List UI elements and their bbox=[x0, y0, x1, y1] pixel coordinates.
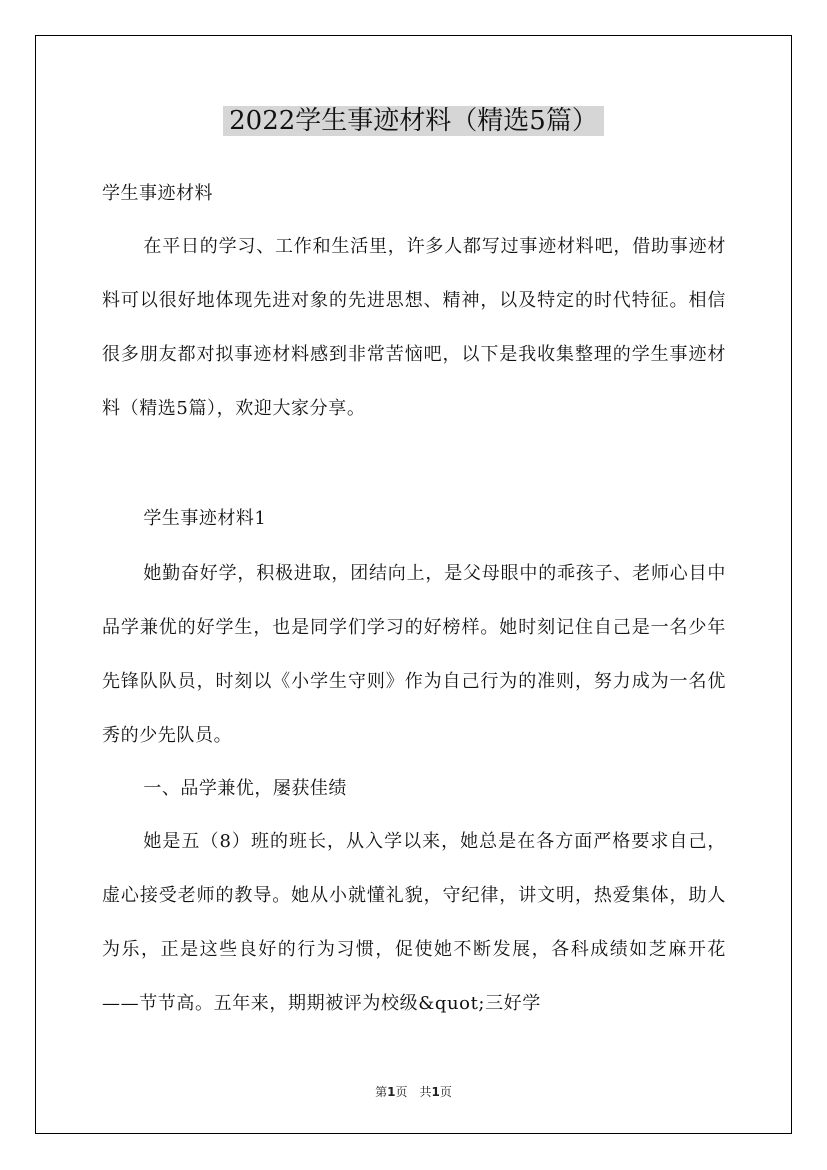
footer-total-prefix: 共 bbox=[419, 1085, 432, 1099]
footer-page-prefix: 第 bbox=[375, 1085, 388, 1099]
document-subtitle: 学生事迹材料 bbox=[102, 183, 213, 204]
intro-paragraph: 在平日的学习、工作和生活里，许多人都写过事迹材料吧，借助事迹材料可以很好地体现先进对象的先进思想、精神，以及特定的时代特征。相信很多朋友都对拟事迹材料感到非常苦恼吧，以下是我收集整理的学生事迹材料（精选5篇），欢迎大家分享。 bbox=[102, 236, 726, 419]
body-paragraph-1: 她勤奋好学，积极进取，团结向上，是父母眼中的乖孩子、老师心目中品学兼优的好学生，也是同学们学习的好榜样。她时刻记住自己是一名少年先锋队队员，时刻以《小学生守则》作为自己行为的准则，努力成为一名优秀的少先队员。 bbox=[102, 563, 726, 746]
body-paragraph-2: 她是五（8）班的班长，从入学以来，她总是在各方面严格要求自己，虚心接受老师的教导。她从小就懂礼貌，守纪律，讲文明，热爱集体，助人为乐，正是这些良好的行为习惯，促使她不断发展，各科成绩如芝麻开花——节节高。五年来，期期被评为校级&quot;三好学 bbox=[102, 831, 726, 1014]
subheading: 一、品学兼优，屡获佳绩 bbox=[143, 778, 347, 799]
footer-page-number: 1 bbox=[387, 1085, 396, 1099]
document-title bbox=[0, 102, 827, 140]
document-title-text: 2022学生事迹材料（精选5篇） bbox=[223, 106, 604, 136]
footer-total-suffix: 页 bbox=[439, 1085, 452, 1099]
page-footer bbox=[0, 1082, 827, 1102]
section-title: 学生事迹材料1 bbox=[143, 508, 267, 529]
footer-total-number: 1 bbox=[431, 1085, 440, 1099]
footer-page-suffix: 页 bbox=[395, 1085, 408, 1099]
